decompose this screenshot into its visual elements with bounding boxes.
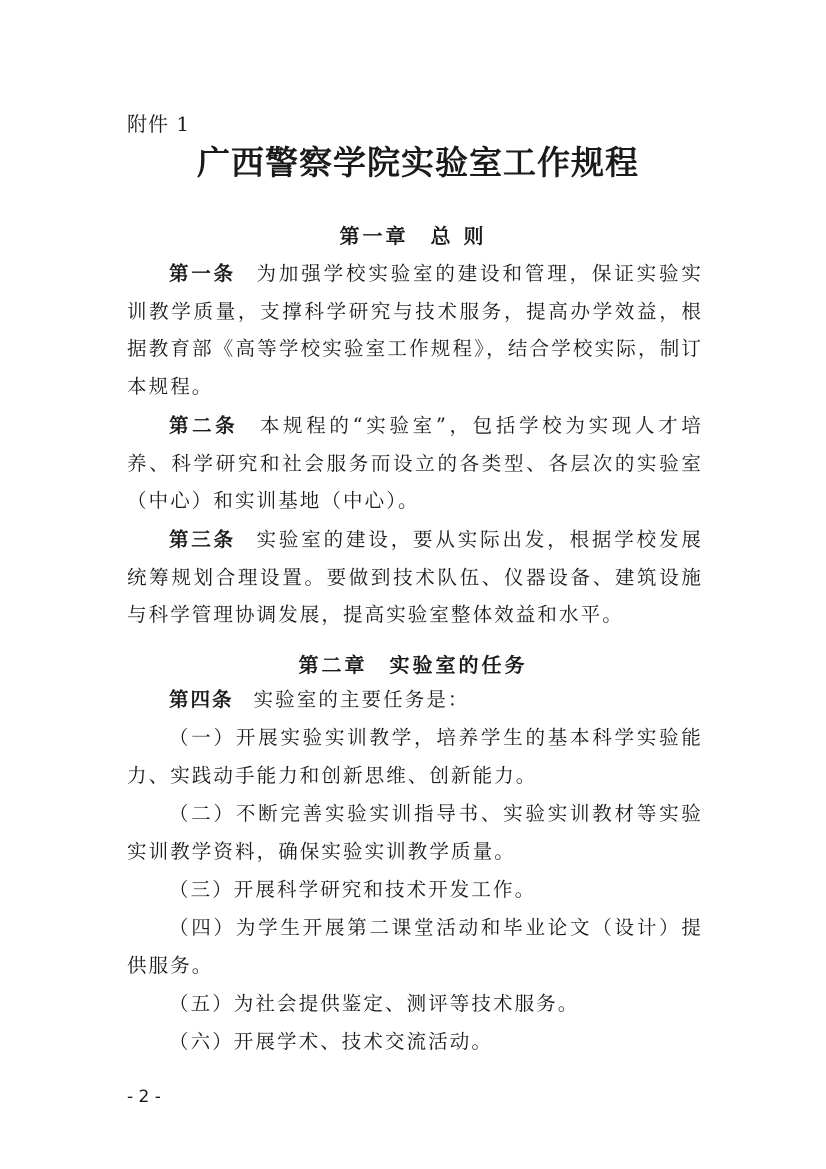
article-label: 第二条 [169,414,239,437]
article-text: 实验室的主要任务是： [253,688,470,711]
task-item-1: （一）开展实验实训教学，培养学生的基本科学实验能力、实践动手能力和创新思维、创新能力。 [127,726,703,787]
article-label: 第四条 [169,688,234,711]
article-text: 实验室的建设，要从实际出发，根据学校发展统筹规划合理设置。要做到技术队伍、仪器设备、建筑设施与科学管理协调发展，提高实验室整体效益和水平。 [127,528,703,627]
chapter-1-heading [0,220,826,249]
chapter-title: 实验室的任务 [389,653,528,677]
document-title: 广西警察学院实验室工作规程 [197,143,639,182]
task-item-2: （二）不断完善实验实训指导书、实验实训教材等实验实训教学资料，确保实验实训教学质量。 [127,802,703,863]
chapter-number: 第二章 [298,653,368,677]
article-label: 第三条 [169,528,236,551]
chapter-title: 总 则 [430,224,487,248]
article-text: 本规程的“实验室”，包括学校为实现人才培养、科学研究和社会服务而设立的各类型、各层次的实验室（中心）和实训基地（中心）。 [127,414,703,513]
article-4 [127,681,703,719]
task-item-6: （六）开展学术、技术交流活动。 [169,1030,494,1053]
article-label: 第一条 [169,262,236,285]
article-3 [127,521,703,634]
article-2 [127,407,703,520]
task-item-3: （三）开展科学研究和技术开发工作。 [169,878,537,901]
page-number: - 2 - [127,1087,161,1107]
task-item-5: （五）为社会提供鉴定、测评等技术服务。 [169,992,580,1015]
chapter-number: 第一章 [339,224,409,248]
attachment-label: 附件 1 [127,112,191,136]
task-item-4: （四）为学生开展第二课堂活动和毕业论文（设计）提供服务。 [127,916,703,977]
article-text: 为加强学校实验室的建设和管理，保证实验实训教学质量，支撑科学研究与技术服务，提高办学效益，根据教育部《高等学校实验室工作规程》，结合学校实际，制订本规程。 [127,262,703,398]
chapter-2-heading [0,649,826,678]
article-1 [127,255,703,405]
